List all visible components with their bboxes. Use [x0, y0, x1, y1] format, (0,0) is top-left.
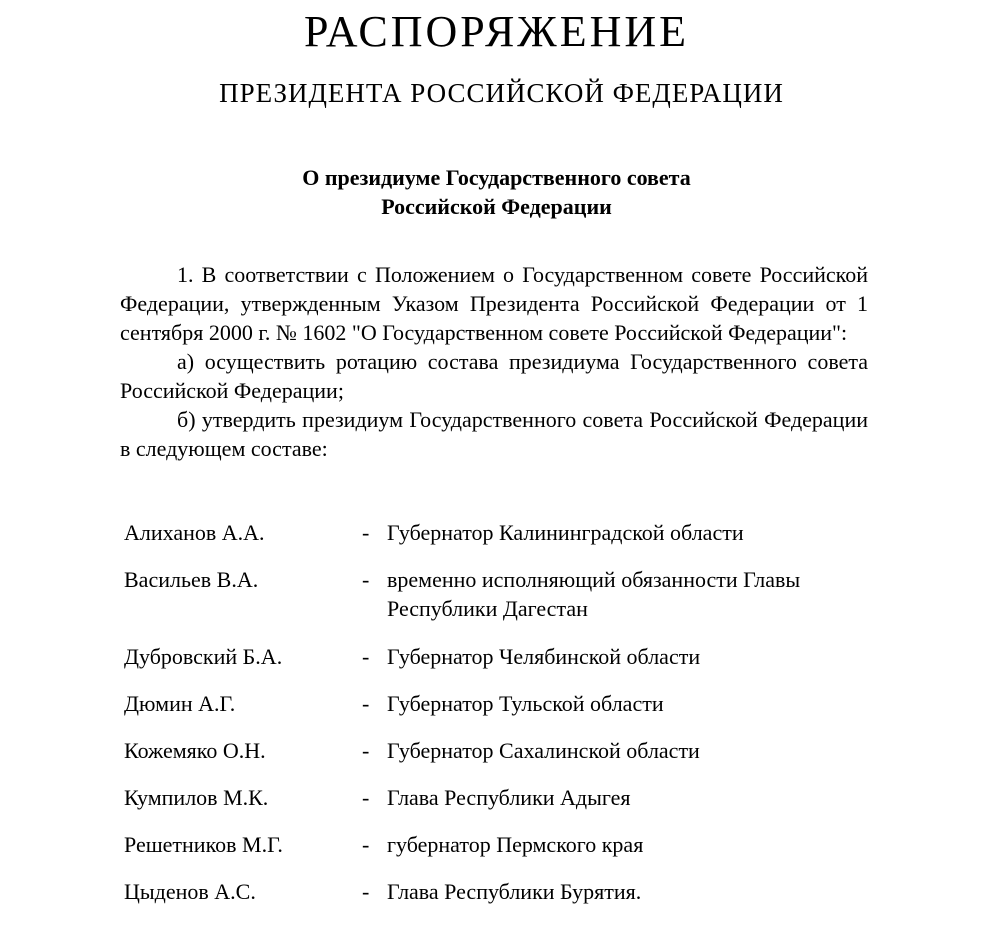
roster-row: [124, 736, 884, 783]
member-dash: -: [362, 691, 370, 716]
member-dash: -: [362, 832, 370, 857]
member-name: Дюмин А.Г.: [124, 691, 236, 716]
member-name: Решетников М.Г.: [124, 832, 283, 857]
member-position: Губернатор Сахалинской области: [387, 738, 700, 763]
roster-row: [124, 830, 884, 877]
document-body: [120, 260, 868, 463]
roster-row: [124, 783, 884, 830]
member-position: губернатор Пермского края: [387, 832, 644, 857]
roster-row: [124, 642, 884, 689]
member-name: Кожемяко О.Н.: [124, 738, 266, 763]
member-name: Алиханов А.А.: [124, 520, 265, 545]
member-position: Глава Республики Адыгея: [387, 785, 631, 810]
roster-row: [124, 518, 884, 565]
member-dash: -: [362, 644, 370, 669]
member-dash: -: [362, 879, 370, 904]
document-subtitle: ПРЕЗИДЕНТА РОССИЙСКОЙ ФЕДЕРАЦИИ: [219, 78, 784, 108]
presidium-roster: [124, 518, 884, 917]
paragraph-1: 1. В соответствии с Положением о Государственном совете Российской Федерации, утвержденным Указом Президента Российской Федерации от 1 сентября 2000 г. № 1602 "О Государственном совете Российской Федерации":: [120, 262, 868, 345]
member-dash: -: [362, 785, 370, 810]
member-name: Васильев В.А.: [124, 567, 259, 592]
member-dash: -: [362, 567, 370, 592]
roster-row: [124, 877, 884, 917]
paragraph-b: б) утвердить президиум Государственного совета Российской Федерации в следующем составе:: [120, 407, 868, 461]
document-title: РАСПОРЯЖЕНИЕ: [303, 7, 690, 56]
member-name: Кумпилов М.К.: [124, 785, 269, 810]
member-position: Глава Республики Бурятия.: [387, 879, 642, 904]
member-position: Губернатор Калининградской области: [387, 520, 744, 545]
member-position: Губернатор Челябинской области: [387, 644, 701, 669]
member-name: Цыденов А.С.: [124, 879, 256, 904]
roster-row: [124, 689, 884, 736]
member-dash: -: [362, 520, 370, 545]
document-subject: [0, 163, 993, 221]
member-dash: -: [362, 738, 370, 763]
subject-line-1: О президиуме Государственного совета: [302, 165, 691, 190]
paragraph-a: а) осуществить ротацию состава президиума Государственного совета Российской Федерации;: [120, 349, 868, 403]
subject-line-2: Российской Федерации: [381, 194, 612, 219]
member-position: Губернатор Тульской области: [387, 691, 664, 716]
roster-row: [124, 565, 884, 642]
member-name: Дубровский Б.А.: [124, 644, 283, 669]
member-position: временно исполняющий обязанности Главы Республики Дагестан: [387, 567, 801, 621]
